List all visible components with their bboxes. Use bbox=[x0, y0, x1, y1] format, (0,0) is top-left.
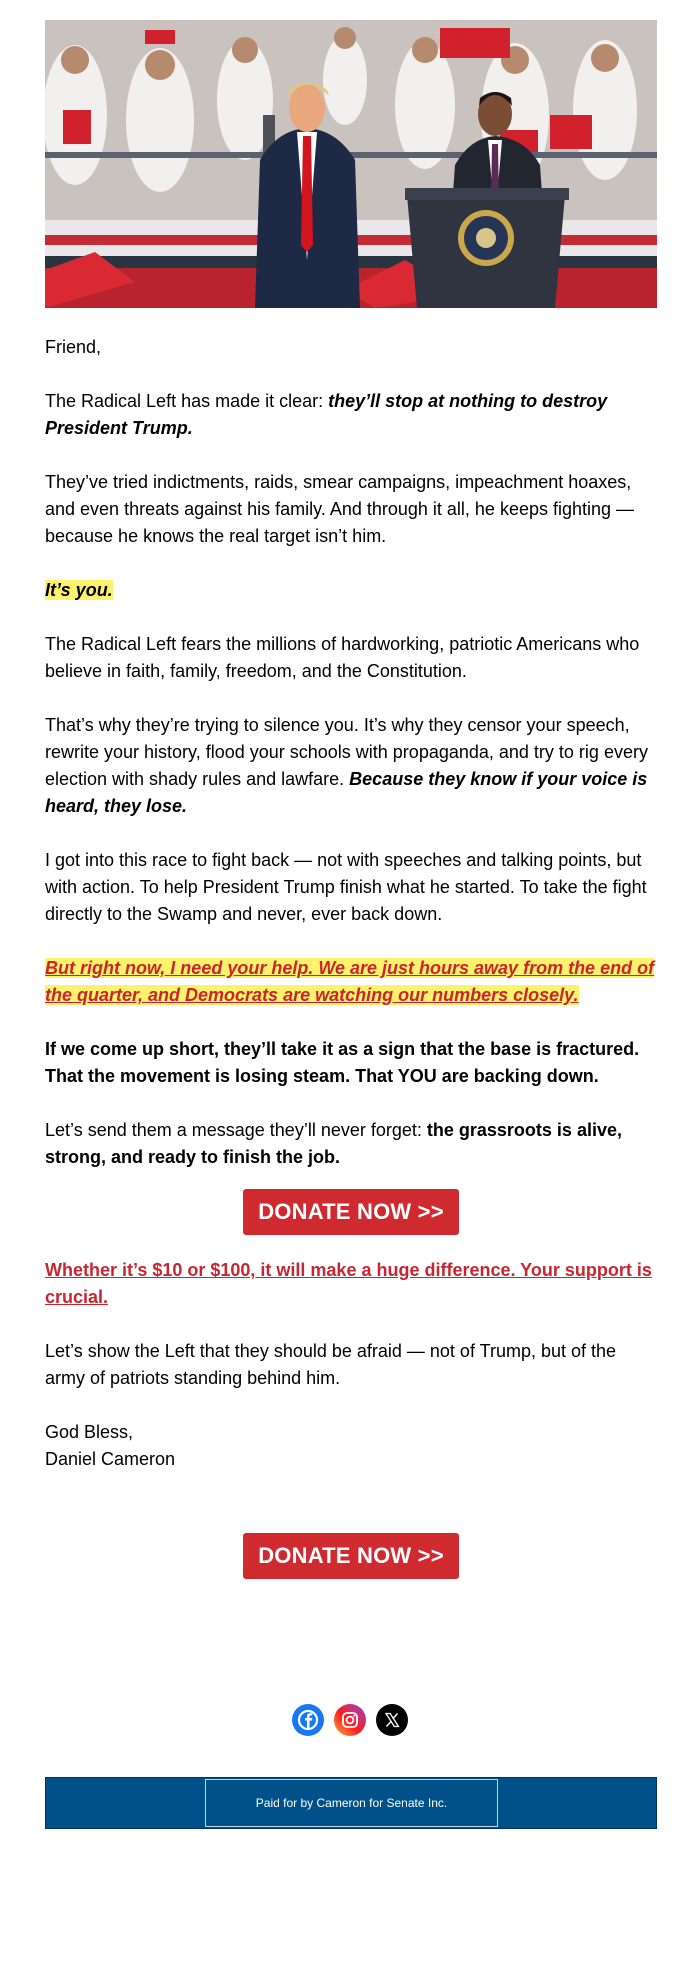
paragraph-3 bbox=[45, 577, 657, 604]
email-content bbox=[45, 20, 657, 1601]
paragraph-1-text: The Radical Left has made it clear: bbox=[45, 391, 329, 411]
paragraph-5-emphasis: Because they know if your voice is heard, they lose. bbox=[45, 769, 648, 816]
paragraph-8 bbox=[45, 1036, 657, 1090]
paragraph-10 bbox=[45, 1257, 657, 1311]
paid-for-disclaimer: Paid for by Cameron for Senate Inc. bbox=[205, 1779, 498, 1827]
paragraph-9 bbox=[45, 1117, 657, 1171]
paragraph-4: The Radical Left fears the millions of hardworking, patriotic Americans who believe in faith, family, freedom, and the Constitution. bbox=[45, 634, 640, 681]
paragraph-8-bold: If we come up short, they’ll take it as a sign that the base is fractured. That the movement is losing steam. That YOU are backing down. bbox=[45, 1039, 640, 1086]
donate-button[interactable]: DONATE NOW >> bbox=[243, 1189, 459, 1235]
footer-bar bbox=[45, 1777, 657, 1829]
paragraph-5 bbox=[45, 712, 657, 820]
paragraph-9-text: Let’s send them a message they’ll never forget: bbox=[45, 1120, 427, 1140]
paragraph-5-text: That’s why they’re trying to silence you. It’s why they censor your speech, rewrite your history, flood your schools with propaganda, and try to rig every election with shady rules and lawfare. bbox=[45, 715, 648, 789]
paragraph-11: Let’s show the Left that they should be afraid — not of Trump, but of the army of patriots standing behind him. bbox=[45, 1341, 617, 1388]
help-link[interactable]: But right now, I need your help. We are just hours away from the end of the quarter, and Democrats are watching our numbers closely. bbox=[45, 958, 655, 1005]
social-links bbox=[0, 1704, 700, 1736]
donate-button-2[interactable]: DONATE NOW >> bbox=[243, 1533, 459, 1579]
paragraph-1-emphasis: they’ll stop at nothing to destroy President Trump. bbox=[45, 391, 608, 438]
paragraph-2: They’ve tried indictments, raids, smear campaigns, impeachment hoaxes, and even threats against his family. And through it all, he keeps fighting — because he knows the real target isn’t him. bbox=[45, 472, 635, 546]
signature: Daniel Cameron bbox=[45, 1449, 176, 1469]
signoff: God Bless, bbox=[45, 1422, 134, 1442]
paragraph-1 bbox=[45, 388, 657, 442]
paragraph-6: I got into this race to fight back — not with speeches and talking points, but with action. To help President Trump finish what he started. To take the fight directly to the Swamp and never, ever back down. bbox=[45, 850, 647, 924]
hero-photo bbox=[45, 20, 657, 308]
its-you-highlight: It’s you. bbox=[45, 580, 113, 600]
greeting: Friend, bbox=[45, 337, 102, 357]
rally-photo bbox=[45, 20, 657, 308]
x-icon[interactable] bbox=[376, 1704, 408, 1736]
email-body bbox=[45, 334, 657, 1579]
donate-button-row-2 bbox=[45, 1533, 657, 1579]
signature-block bbox=[45, 1419, 657, 1473]
paragraph-7 bbox=[45, 955, 657, 1009]
facebook-icon[interactable] bbox=[292, 1704, 324, 1736]
instagram-icon[interactable] bbox=[334, 1704, 366, 1736]
paragraph-9-bold: the grassroots is alive, strong, and ready to finish the job. bbox=[45, 1120, 622, 1167]
amount-link[interactable]: Whether it’s $10 or $100, it will make a huge difference. Your support is crucial. bbox=[45, 1260, 652, 1307]
donate-button-row bbox=[45, 1189, 657, 1235]
